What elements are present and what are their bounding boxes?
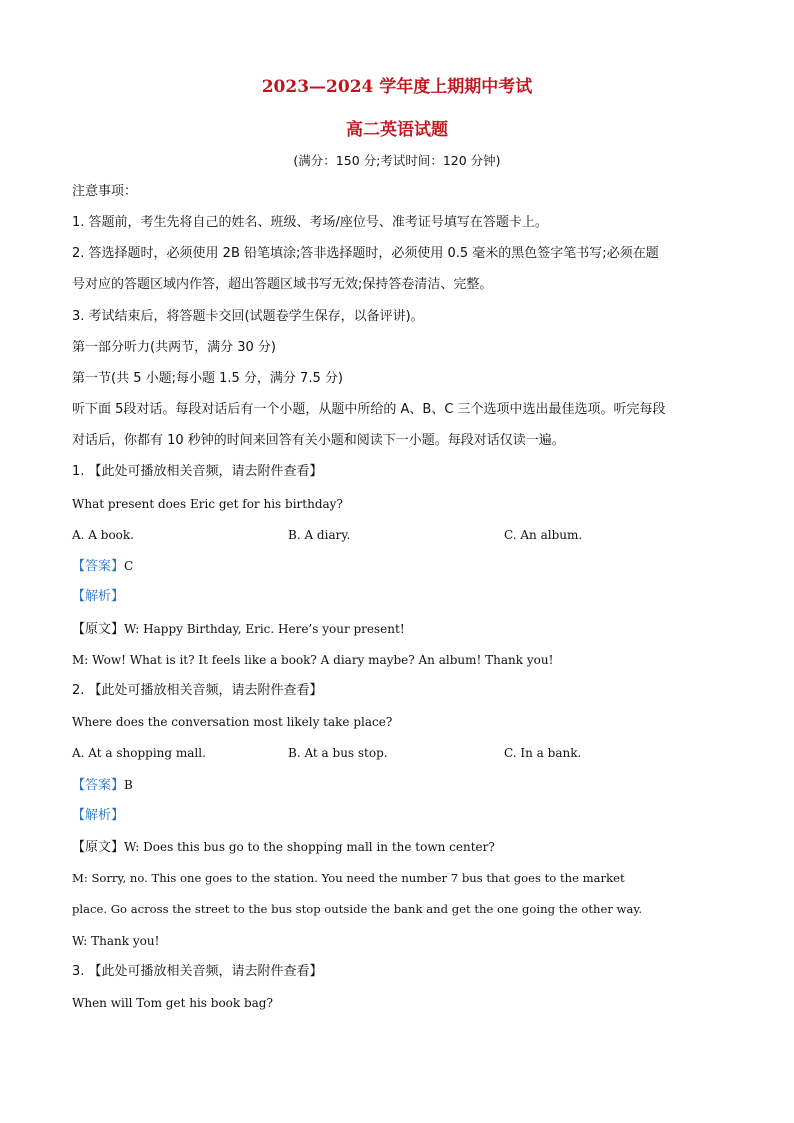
instructions-line-2: 对话后，你都有 10 秒钟的时间来回答有关小题和阅读下一小题。每段对话仅读一遍。 bbox=[72, 433, 565, 448]
q2-option-c: C. In a bank. bbox=[504, 746, 582, 760]
q1-header: 1. 【此处可播放相关音频，请去附件查看】 bbox=[72, 464, 323, 479]
analysis-label: 【解析】 bbox=[72, 589, 125, 604]
exam-subject: 高二英语试题 bbox=[346, 120, 448, 140]
analysis-label: 【解析】 bbox=[72, 808, 125, 823]
q2-transcript-m-line-1: M: Sorry, no. This one goes to the station. You need the number 7 bus that goes to the market bbox=[72, 871, 625, 885]
exam-title: 2023—2024 学年度上期期中考试 bbox=[261, 77, 533, 97]
q1-question: What present does Eric get for his birthday? bbox=[72, 497, 343, 511]
q2-transcript-w2: W: Thank you! bbox=[72, 934, 160, 948]
note-item-3: 3. 考试结束后，将答题卡交回(试题卷学生保存，以备评讲)。 bbox=[72, 309, 424, 324]
q1-option-c: C. An album. bbox=[504, 528, 583, 542]
q2-transcript-w-text: W: Does this bus go to the shopping mall in the town center? bbox=[124, 840, 495, 854]
part1-heading: 第一部分听力(共两节，满分 30 分) bbox=[72, 340, 276, 355]
instructions-line-1: 听下面 5段对话。每段对话后有一个小题，从题中所给的 A、B、C 三个选项中选出最佳选项。听完每段 bbox=[72, 402, 666, 417]
q1-answer bbox=[72, 557, 133, 576]
q1-option-b: B. A diary. bbox=[288, 528, 351, 542]
q3-question: When will Tom get his book bag? bbox=[72, 996, 273, 1010]
q2-answer-value: B bbox=[124, 778, 133, 792]
exam-info: (满分：150 分;考试时间：120 分钟) bbox=[293, 153, 501, 168]
note-item-1: 1. 答题前，考生先将自己的姓名、班级、考场/座位号、准考证号填写在答题卡上。 bbox=[72, 215, 548, 230]
q2-analysis bbox=[72, 807, 124, 825]
q2-option-a: A. At a shopping mall. bbox=[72, 746, 206, 760]
q1-transcript-w bbox=[72, 620, 405, 639]
q2-answer bbox=[72, 776, 133, 795]
answer-label: 【答案】 bbox=[72, 559, 125, 574]
transcript-label: 【原文】 bbox=[72, 840, 125, 855]
q1-transcript-m: M: Wow! What is it? It feels like a book? A diary maybe? An album! Thank you! bbox=[72, 653, 554, 667]
answer-label: 【答案】 bbox=[72, 778, 125, 793]
note-item-2-line-1: 2. 答选择题时，必须使用 2B 铅笔填涂;答非选择题时，必须使用 0.5 毫米的黑色签字笔书写;必须在题 bbox=[72, 246, 659, 261]
q1-option-a: A. A book. bbox=[72, 528, 134, 542]
q1-answer-value: C bbox=[124, 559, 134, 573]
transcript-label: 【原文】 bbox=[72, 622, 125, 637]
notes-heading: 注意事项： bbox=[72, 184, 138, 199]
q2-question: Where does the conversation most likely take place? bbox=[72, 715, 393, 729]
q1-transcript-w-text: W: Happy Birthday, Eric. Here’s your present! bbox=[124, 622, 405, 636]
q2-header: 2. 【此处可播放相关音频，请去附件查看】 bbox=[72, 683, 323, 698]
q2-transcript-w bbox=[72, 838, 495, 857]
q3-header: 3. 【此处可播放相关音频，请去附件查看】 bbox=[72, 964, 323, 979]
q2-option-b: B. At a bus stop. bbox=[288, 746, 388, 760]
q2-transcript-m-line-2: place. Go across the street to the bus stop outside the bank and get the one going the other way. bbox=[72, 902, 643, 916]
note-item-2-line-2: 号对应的答题区域内作答，超出答题区域书写无效;保持答卷清洁、完整。 bbox=[72, 277, 493, 292]
section1-heading: 第一节(共 5 小题;每小题 1.5 分，满分 7.5 分) bbox=[72, 371, 343, 386]
q1-analysis bbox=[72, 588, 124, 606]
